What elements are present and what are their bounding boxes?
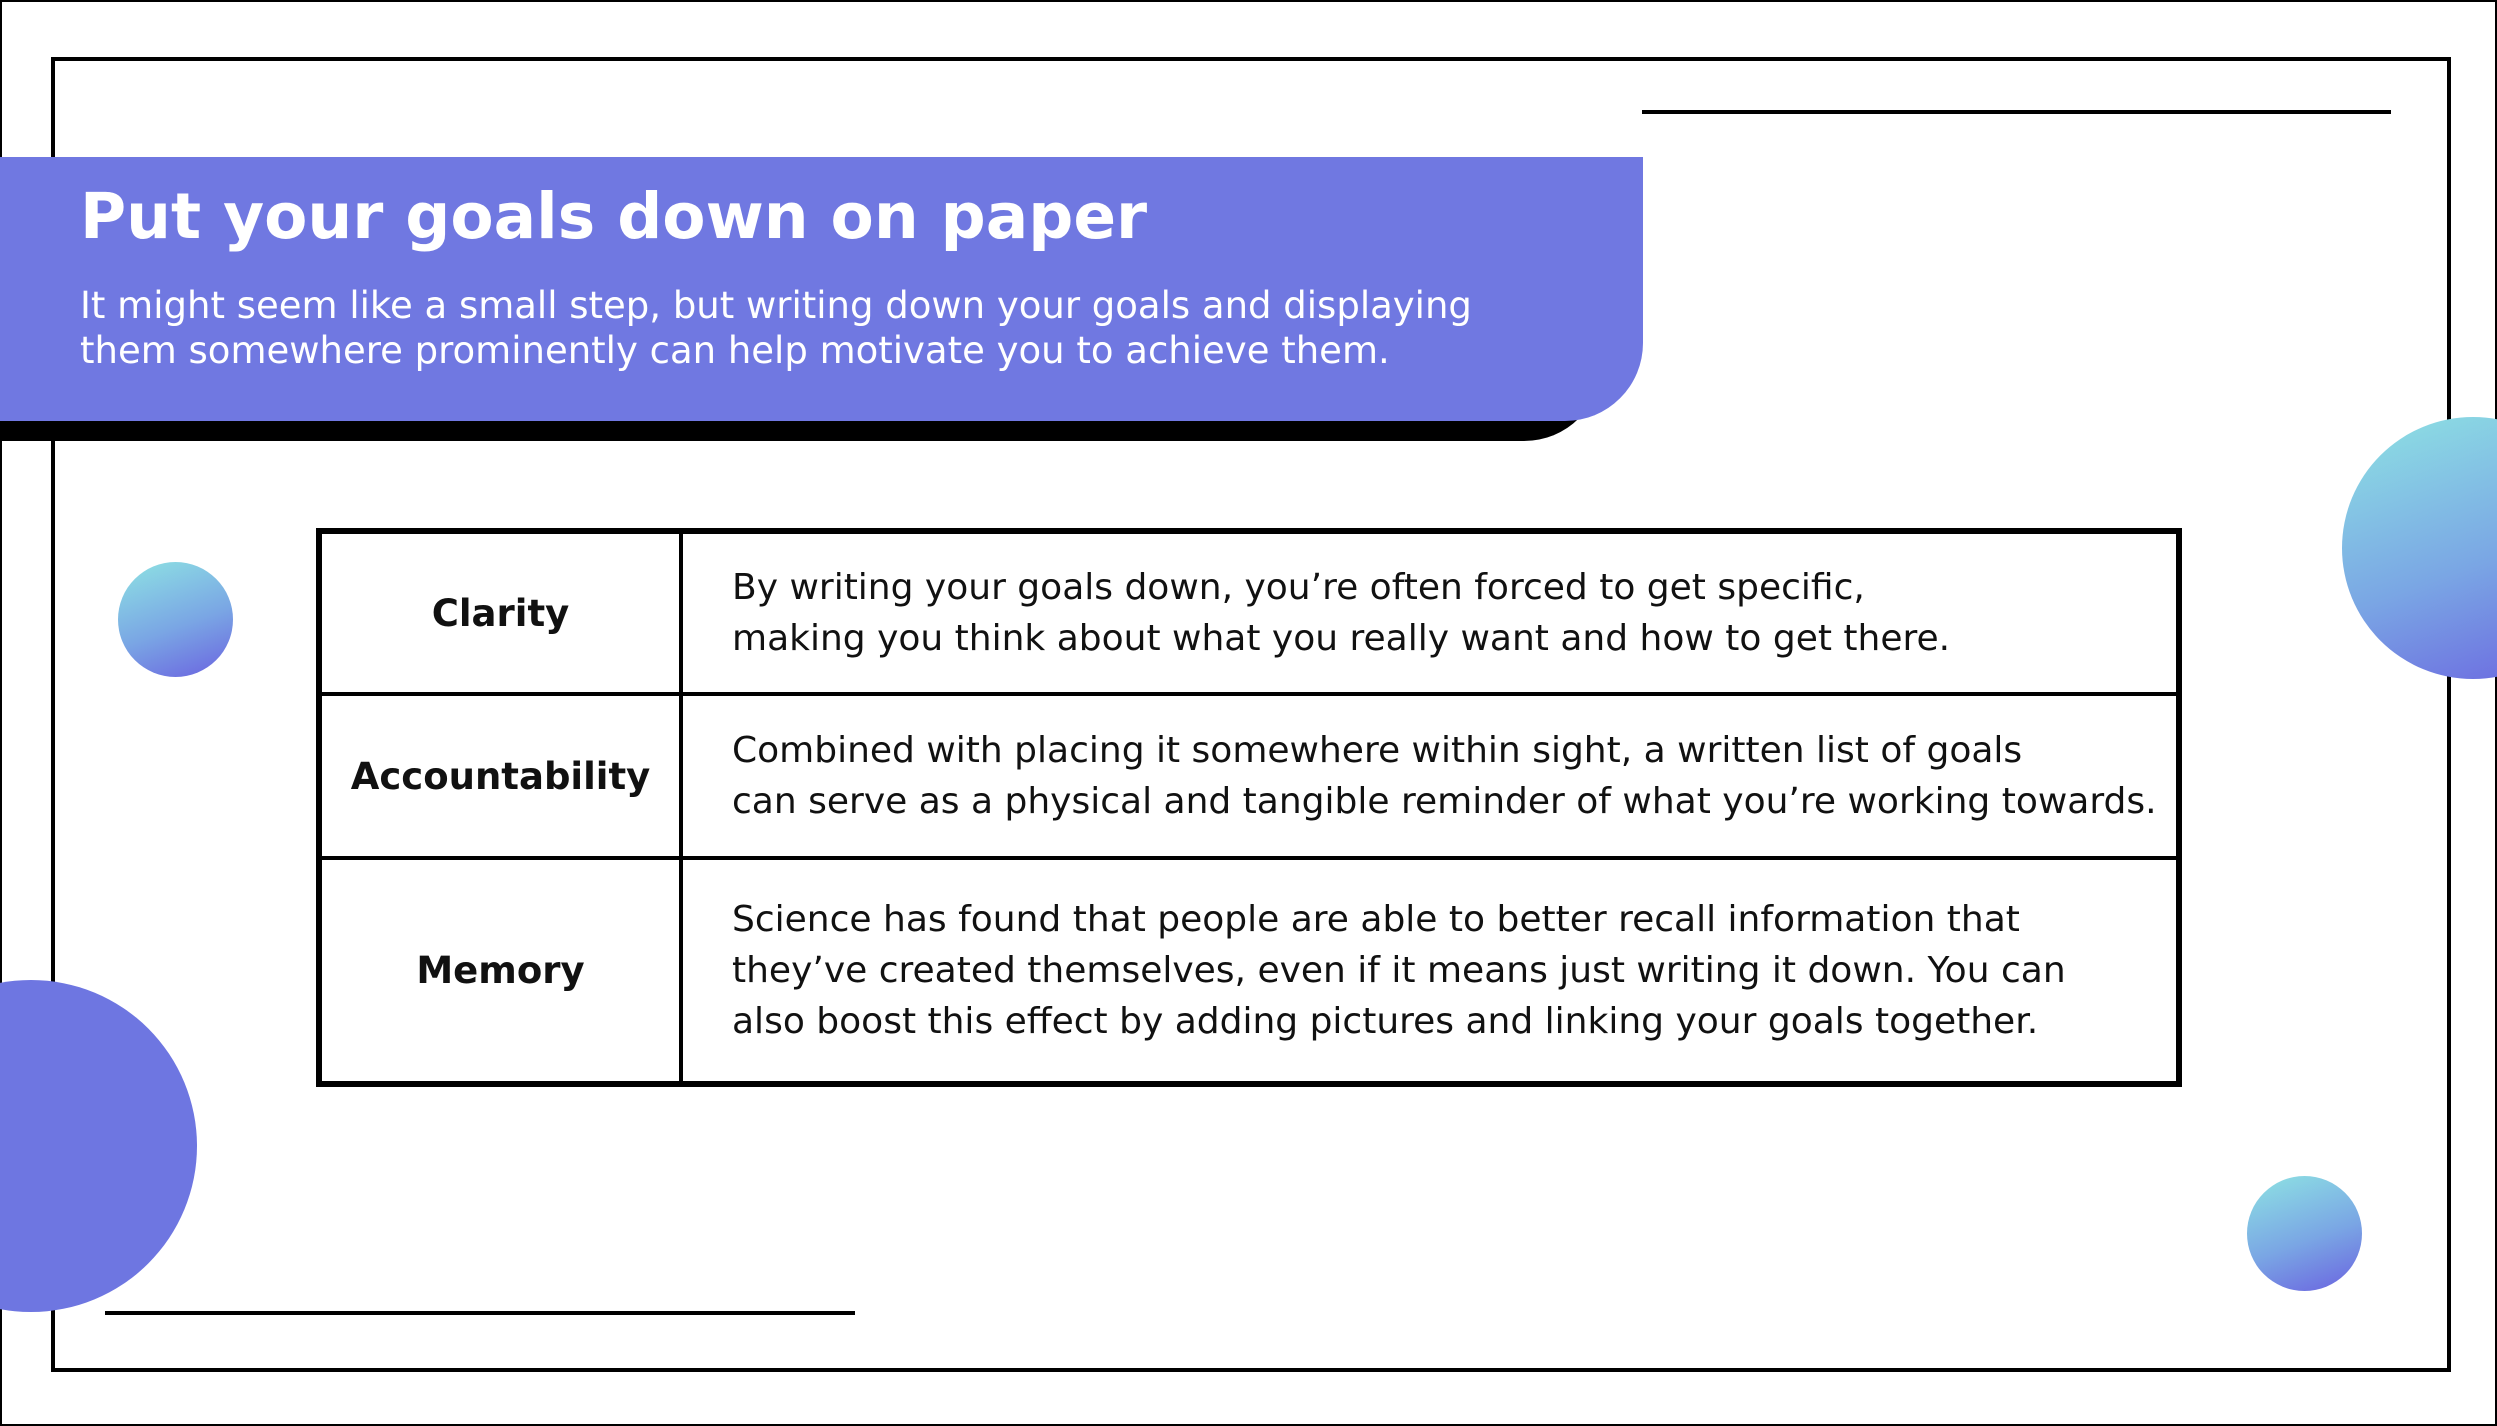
description-line: Science has found that people are able to better recall information that (732, 899, 2020, 940)
decorative-circle-bottom-right (2247, 1176, 2362, 1291)
page-subtitle: It might seem like a small step, but writing down your goals and displaying them somewhere prominently can help motivate you to achieve them. (80, 284, 1472, 372)
table-row (319, 531, 2179, 694)
term-cell: Accountability (319, 694, 681, 858)
description-line: they’ve created themselves, even if it means just writing it down. You can (732, 950, 2066, 991)
description-cell (681, 858, 2179, 1084)
page-title: Put your goals down on paper (80, 180, 1148, 253)
description-cell (681, 531, 2179, 694)
description-line: By writing your goals down, you’re often forced to get specific, (732, 567, 1865, 608)
description-cell (681, 694, 2179, 858)
top-right-rule (1642, 110, 2391, 114)
description-line: can serve as a physical and tangible reminder of what you’re working towards. (732, 781, 2157, 822)
description-line: making you think about what you really want and how to get there. (732, 618, 1951, 659)
bottom-left-rule (105, 1311, 855, 1315)
description-line: Combined with placing it somewhere within sight, a written list of goals (732, 730, 2023, 771)
term-cell: Clarity (319, 531, 681, 694)
goals-table (316, 528, 2182, 1087)
term-cell: Memory (319, 858, 681, 1084)
table-row (319, 694, 2179, 858)
description-line: also boost this effect by adding pictures and linking your goals together. (732, 1001, 2039, 1042)
table-row (319, 858, 2179, 1084)
decorative-circle-left (118, 562, 233, 677)
